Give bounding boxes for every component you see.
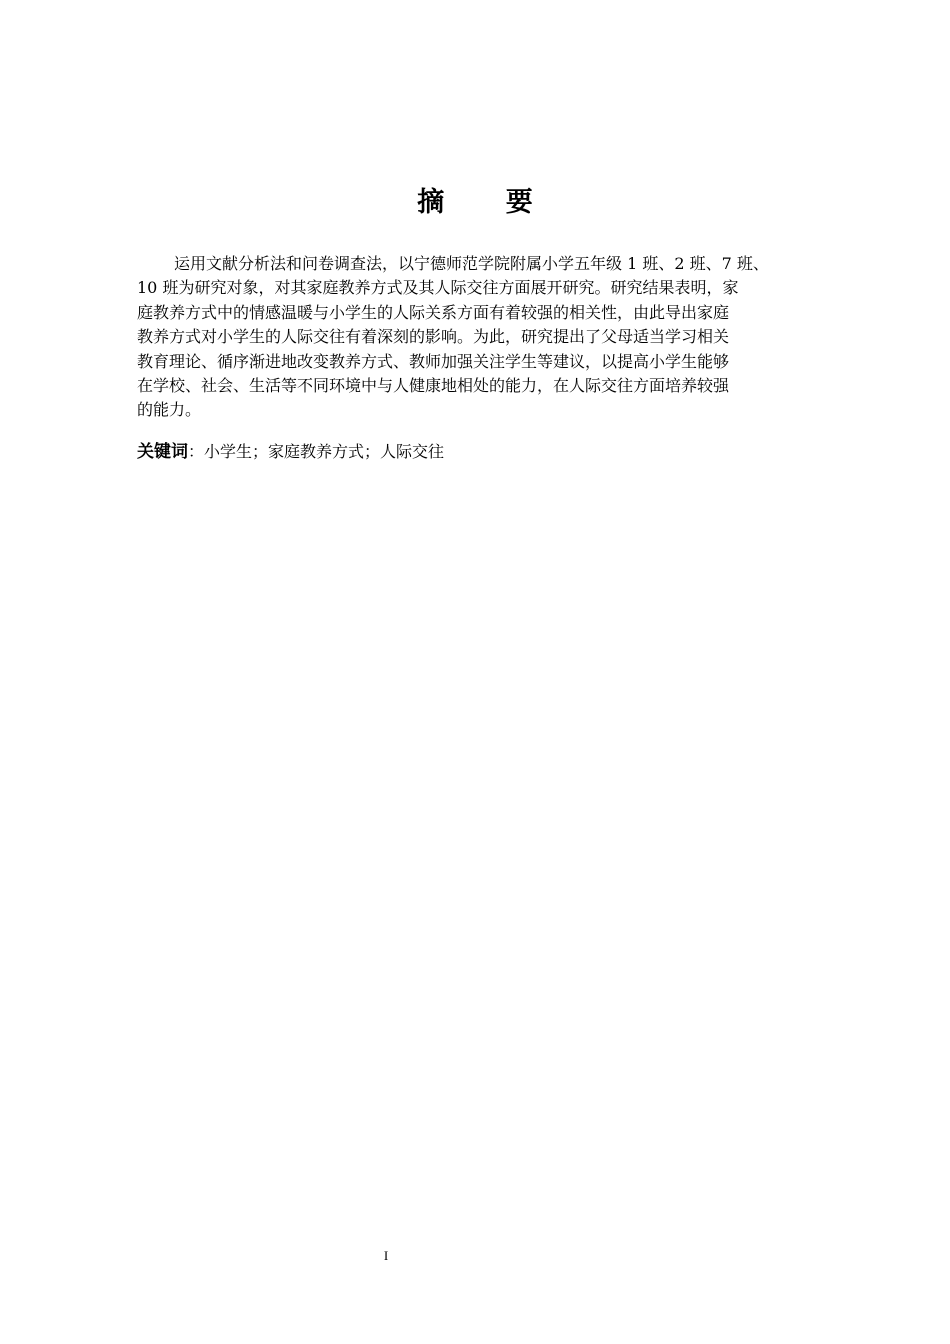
- abstract-title: 摘 要: [417, 187, 559, 218]
- abstract-line: 教养方式对小学生的人际交往有着深刻的影响。为此，研究提出了父母适当学习相关: [137, 327, 730, 347]
- abstract-line: 在学校、社会、生活等不同环境中与人健康地相处的能力，在人际交往方面培养较强: [137, 375, 730, 395]
- abstract-line: 庭教养方式中的情感温暖与小学生的人际关系方面有着较强的相关性，由此导出家庭: [137, 302, 730, 322]
- abstract-line: 运用文献分析法和问卷调查法，以宁德师范学院附属小学五年级 1 班、2 班、7 班、: [174, 254, 769, 273]
- abstract-line: 10 班为研究对象，对其家庭教养方式及其人际交往方面展开研究。研究结果表明，家: [137, 278, 739, 298]
- keywords: [137, 440, 444, 464]
- abstract-line: 教育理论、循序渐进地改变教养方式、教师加强关注学生等建议，以提高小学生能够: [137, 351, 730, 371]
- keywords-label: 关键词: [137, 442, 188, 462]
- keywords-value: 小学生；家庭教养方式；人际交往: [204, 442, 445, 461]
- keywords-separator: ：: [188, 442, 205, 461]
- abstract-body: [137, 252, 865, 423]
- page-number: I: [383, 1248, 389, 1263]
- abstract-line: 的能力。: [137, 400, 202, 420]
